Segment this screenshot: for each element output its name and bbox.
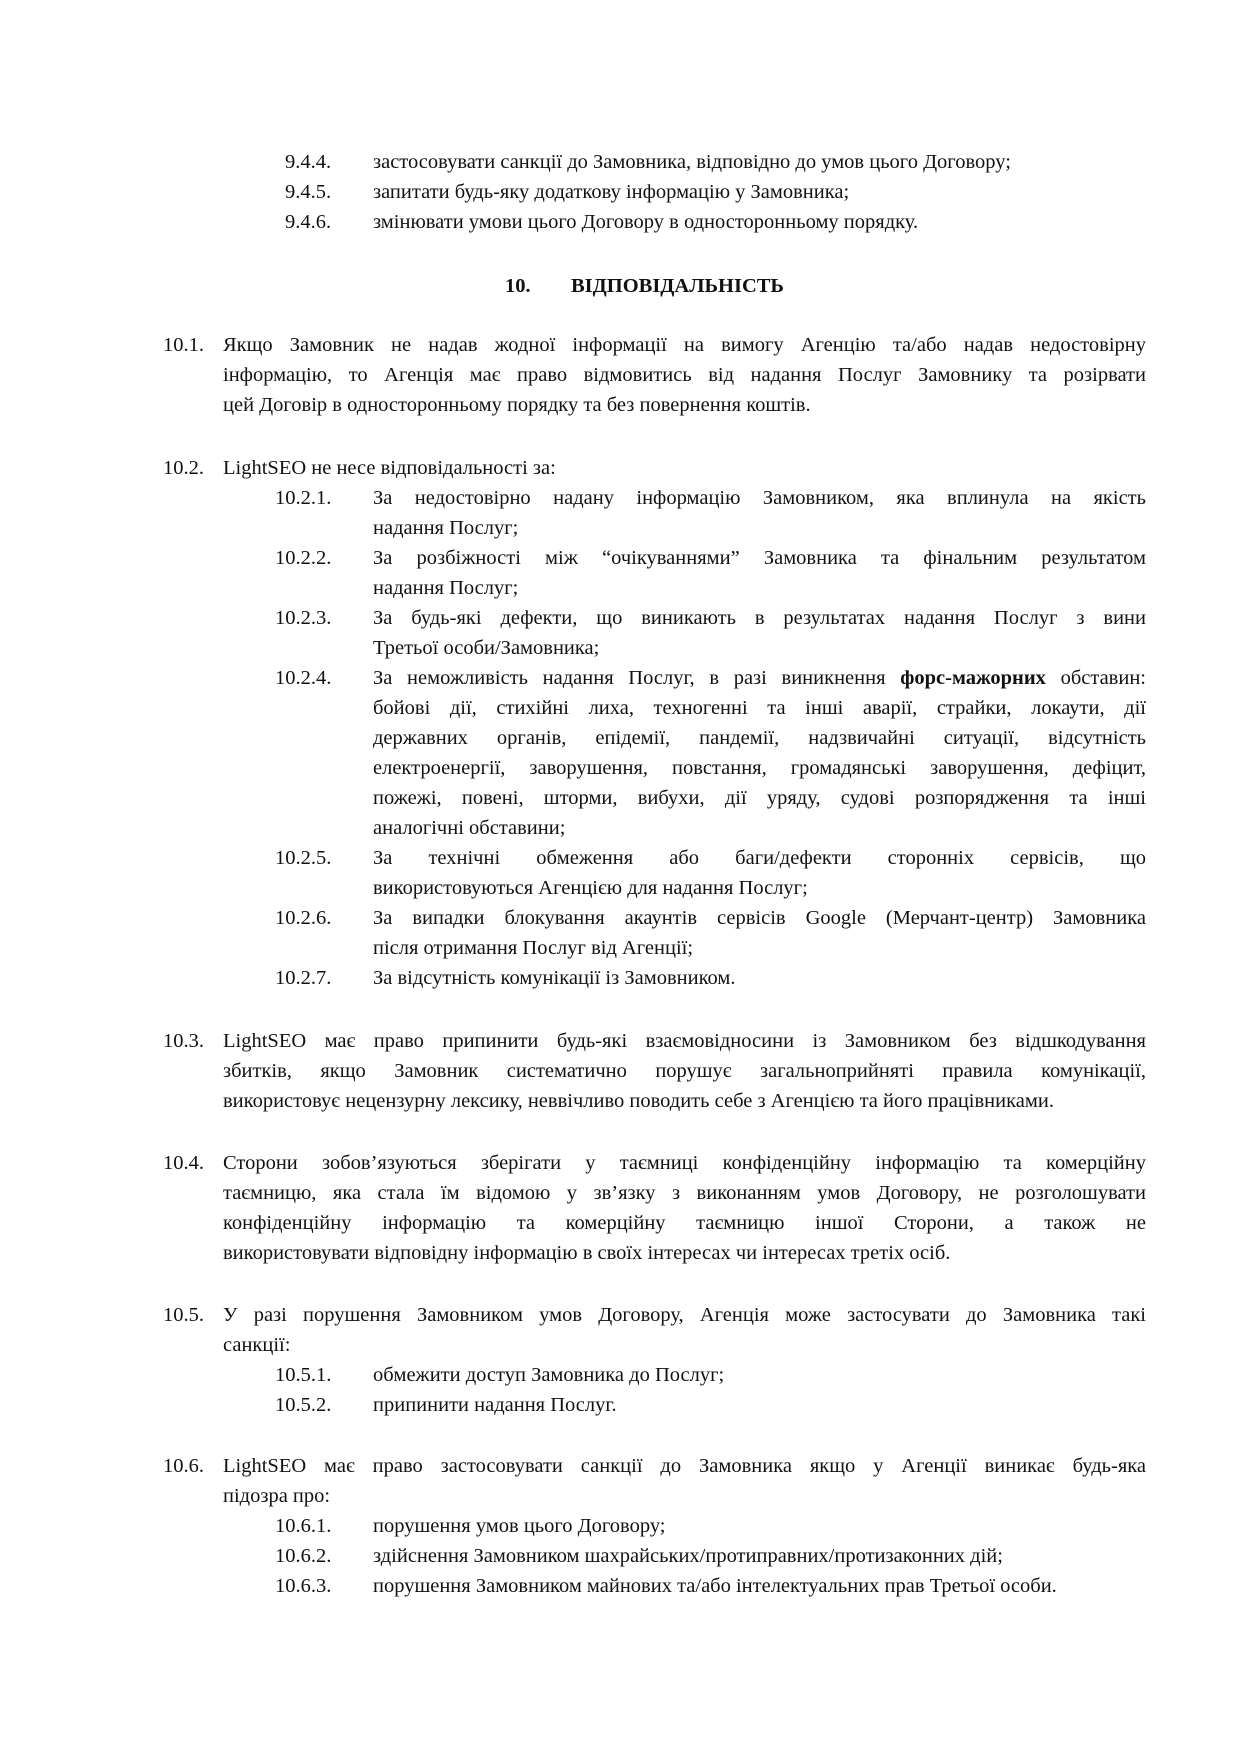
item-line: надання Послуг;	[373, 577, 519, 599]
item-text: запитати будь-яку додаткову інформацію у Замовника;	[373, 181, 850, 203]
item-line: За відсутність комунікації із Замовником.	[373, 967, 736, 989]
item-number: 10.6.1.	[275, 1515, 332, 1537]
item-line: Третьої особи/Замовника;	[373, 637, 600, 659]
section-title: ВІДПОВІДАЛЬНІСТЬ	[571, 275, 784, 297]
item-text: порушення умов цього Договору;	[373, 1515, 666, 1537]
clause-line: У разі порушення Замовником умов Договору, Агенція може застосувати до Замовника такі	[223, 1304, 1146, 1326]
item-text-segment: За неможливість надання Послуг, в разі виникнення	[373, 667, 901, 689]
item-line: За розбіжності між “очікуваннями” Замовника та фінальним результатом	[373, 547, 1146, 569]
item-line: використовуються Агенцією для надання Послуг;	[373, 877, 808, 899]
item-number: 10.5.1.	[275, 1364, 332, 1386]
clause-line: використовує нецензурну лексику, неввічливо поводить себе з Агенцією та його працівниками.	[223, 1090, 1054, 1112]
clause-line: Якщо Замовник не надав жодної інформації на вимогу Агенцію та/або надав недостовірну	[223, 334, 1146, 356]
item-text: застосовувати санкції до Замовника, відповідно до умов цього Договору;	[373, 151, 1011, 173]
item-number: 9.4.5.	[285, 181, 332, 203]
clause-line: Сторони зобов’язуються зберігати у таємниці конфіденційну інформацію та комерційну	[223, 1152, 1146, 1174]
section-number: 10.	[505, 275, 531, 297]
item-line: державних органів, епідемії, пандемії, надзвичайні ситуації, відсутність	[373, 727, 1146, 749]
item-number: 9.4.6.	[285, 211, 332, 233]
item-line: електроенергії, заворушення, повстання, громадянські заворушення, дефіцит,	[373, 757, 1146, 779]
clause-line: цей Договір в односторонньому порядку та без повернення коштів.	[223, 394, 811, 416]
item-line: надання Послуг;	[373, 517, 519, 539]
item-number: 10.2.5.	[275, 847, 332, 869]
clause-number: 10.5.	[163, 1304, 204, 1326]
item-number: 10.6.3.	[275, 1575, 332, 1597]
clause-number: 10.3.	[163, 1030, 204, 1052]
clause-line: таємницю, яка стала їм відомою у зв’язку з виконанням умов Договору, не розголошувати	[223, 1182, 1146, 1204]
clause-number: 10.1.	[163, 334, 204, 356]
clause-number: 10.2.	[163, 457, 204, 479]
item-text: обмежити доступ Замовника до Послуг;	[373, 1364, 725, 1386]
item-text-segment: обставин:	[1045, 667, 1147, 689]
item-line	[373, 665, 1146, 691]
item-number: 9.4.4.	[285, 151, 332, 173]
item-line: після отримання Послуг від Агенції;	[373, 937, 694, 959]
item-line: аналогічні обставини;	[373, 817, 566, 839]
item-line: За випадки блокування акаунтів сервісів Google (Мерчант-центр) Замовника	[373, 907, 1146, 929]
item-number: 10.2.1.	[275, 487, 332, 509]
item-text: припинити надання Послуг.	[373, 1394, 617, 1416]
force-majeure-term: форс-мажорних	[900, 667, 1046, 689]
item-line: За технічні обмеження або баги/дефекти сторонніх сервісів, що	[373, 847, 1146, 869]
item-text: здійснення Замовником шахрайських/протиправних/протизаконних дій;	[373, 1545, 1003, 1567]
item-line: За будь-які дефекти, що виникають в результатах надання Послуг з вини	[373, 607, 1146, 629]
item-number: 10.2.6.	[275, 907, 332, 929]
clause-line: санкції:	[223, 1334, 291, 1356]
clause-line: LightSEO має право припинити будь-які взаємовідносини із Замовником без відшкодування	[223, 1030, 1146, 1052]
item-number: 10.5.2.	[275, 1394, 332, 1416]
clause-line: використовувати відповідну інформацію в своїх інтересах чи інтересах третіх осіб.	[223, 1242, 951, 1264]
item-number: 10.2.4.	[275, 667, 332, 689]
clause-line: конфіденційну інформацію та комерційну таємницю іншої Сторони, а також не	[223, 1212, 1146, 1234]
item-number: 10.2.3.	[275, 607, 332, 629]
item-number: 10.2.2.	[275, 547, 332, 569]
item-line: пожежі, повені, шторми, вибухи, дії уряду, судові розпорядження та інші	[373, 787, 1146, 809]
clause-line: інформацію, то Агенція має право відмовитись від надання Послуг Замовнику та розірвати	[223, 364, 1146, 386]
clause-number: 10.6.	[163, 1455, 204, 1477]
clause-line: збитків, якщо Замовник систематично порушує загальноприйняті правила комунікації,	[223, 1060, 1146, 1082]
item-text: змінювати умови цього Договору в односторонньому порядку.	[373, 211, 919, 233]
clause-number: 10.4.	[163, 1152, 204, 1174]
clause-line: LightSEO має право застосовувати санкції до Замовника якщо у Агенції виникає будь-яка	[223, 1455, 1146, 1477]
clause-line: підозра про:	[223, 1485, 331, 1507]
clause-intro: LightSEO не несе відповідальності за:	[223, 457, 556, 479]
item-line: бойові дії, стихійні лиха, техногенні та інші аварії, страйки, локаути, дії	[373, 697, 1146, 719]
item-number: 10.2.7.	[275, 967, 332, 989]
item-number: 10.6.2.	[275, 1545, 332, 1567]
item-text: порушення Замовником майнових та/або інтелектуальних прав Третьої особи.	[373, 1575, 1057, 1597]
item-line: За недостовірно надану інформацію Замовником, яка вплинула на якість	[373, 487, 1146, 509]
